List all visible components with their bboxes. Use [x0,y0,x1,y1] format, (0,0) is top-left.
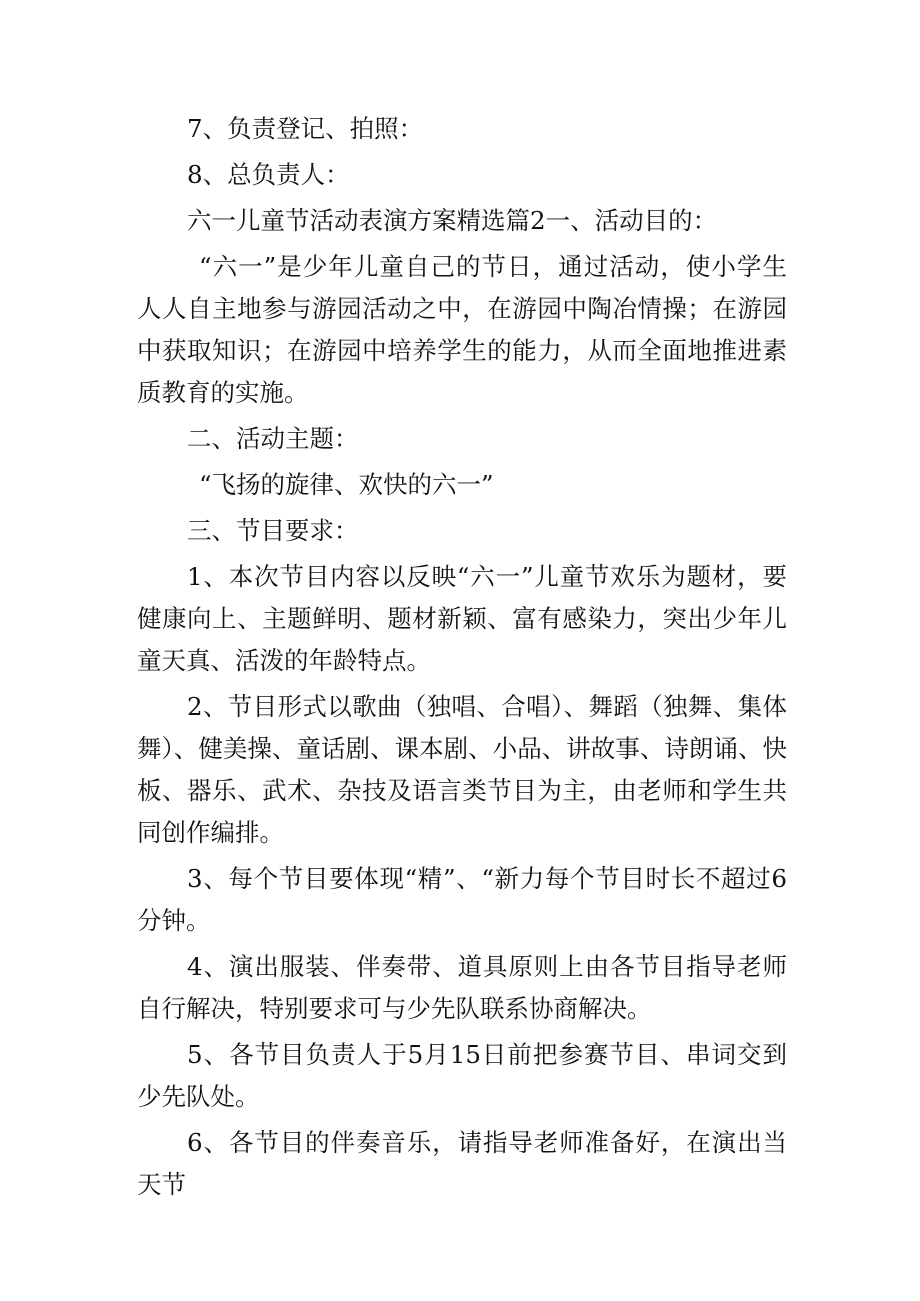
paragraph-requirement-5: 5、各节目负责人于5月15日前把参赛节目、串词交到少先队处。 [137,1040,787,1111]
paragraph-purpose: “六一”是少年儿童自己的节日，通过活动，使小学生人人自主地参与游园活动之中，在游园中陶冶情操；在游园中获取知识；在游园中培养学生的能力，从而全面地推进素质教育的实施。 [137,252,787,407]
document-body [137,108,787,1210]
paragraph-section-heading: 六一儿童节活动表演方案精选篇2一、活动目的： [187,206,718,235]
paragraph-requirement-6: 6、各节目的伴奏音乐，请指导老师准备好，在演出当天节 [137,1128,787,1199]
paragraph-item-7: 7、负责登记、拍照： [187,114,424,143]
paragraph-theme: “飞扬的旋律、欢快的六一” [199,470,494,499]
paragraph-requirement-4: 4、演出服装、伴奏带、道具原则上由各节目指导老师自行解决，特别要求可与少先队联系协商解决。 [137,952,787,1023]
paragraph-requirements-heading: 三、节目要求： [187,516,359,545]
paragraph-requirement-1: 1、本次节目内容以反映“六一”儿童节欢乐为题材，要健康向上、主题鲜明、题材新颖、富有感染力，突出少年儿童天真、活泼的年龄特点。 [137,562,787,675]
paragraph-requirement-3: 3、每个节目要体现“精”、“新力每个节目时长不超过6分钟。 [137,864,787,935]
paragraph-requirement-2: 2、节目形式以歌曲（独唱、合唱）、舞蹈（独舞、集体舞）、健美操、童话剧、课本剧、小品、讲故事、诗朗诵、快板、器乐、武术、杂技及语言类节目为主，由老师和学生共同创作编排。 [137,692,787,847]
paragraph-theme-heading: 二、活动主题： [187,424,359,453]
paragraph-item-8: 8、总负责人： [187,160,350,189]
